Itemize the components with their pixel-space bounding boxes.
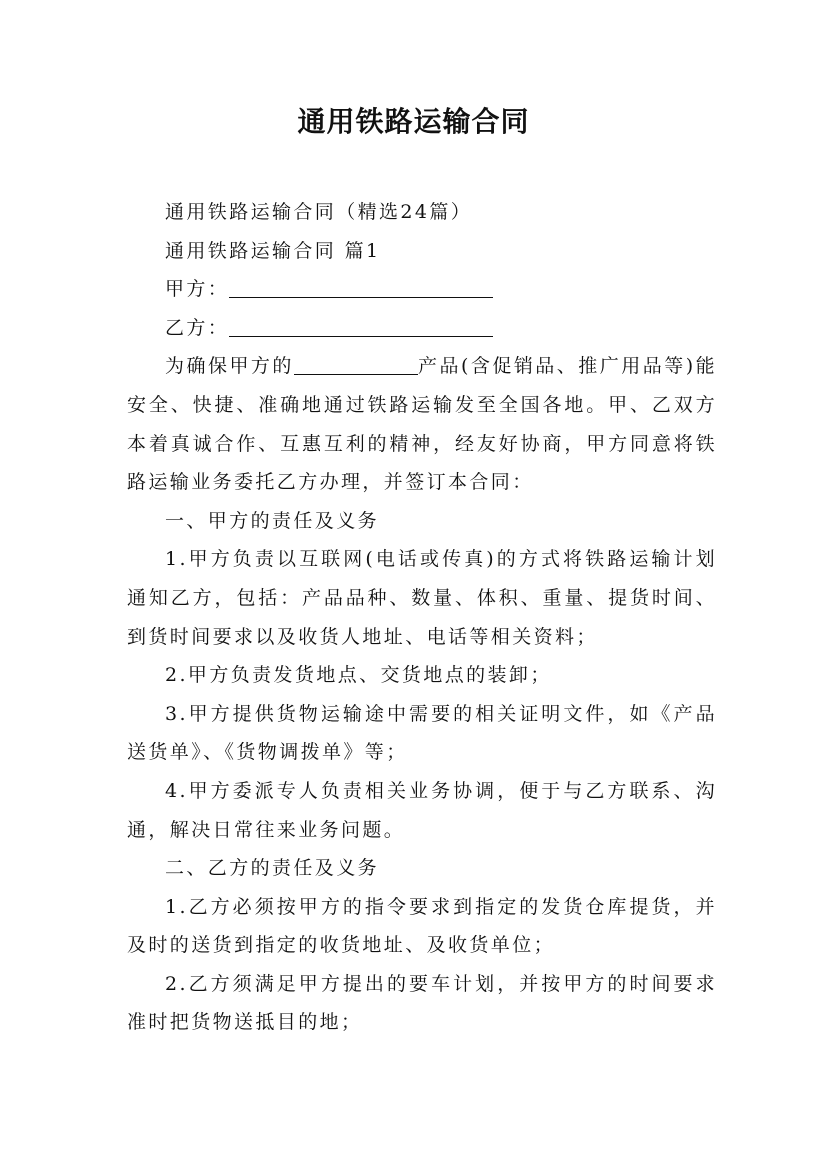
article-heading: 通用铁路运输合同 篇1	[165, 239, 381, 262]
intro-paragraph	[127, 347, 717, 501]
document-body	[127, 193, 717, 1042]
product-blank	[294, 354, 418, 375]
section1-item: 3.甲方提供货物运输途中需要的相关证明文件，如《产品送货单》、《货物调拨单》等；	[127, 702, 717, 764]
intro-before-blank: 为确保甲方的	[165, 355, 294, 378]
party-a-blank	[229, 277, 493, 298]
intro-after-blank: 产品(含促销品、推广用品等)能安全、快捷、准确地通过铁路运输发至全国各地。甲、乙双方本着真诚合作、互惠互利的精神，经友好协商，甲方同意将铁路运输业务委托乙方办理，并签订本合同：	[127, 355, 717, 494]
document-subtitle: 通用铁路运输合同（精选24篇）	[165, 201, 473, 223]
party-b-line	[127, 309, 717, 348]
section2-heading: 二、乙方的责任及义务	[165, 857, 380, 880]
section2-item: 1.乙方必须按甲方的指令要求到指定的发货仓库提货，并及时的送货到指定的收货地址、及收货单位；	[127, 895, 717, 957]
party-b-label: 乙方：	[165, 316, 230, 339]
party-a-line	[127, 270, 717, 309]
section1-item: 1.甲方负责以互联网(电话或传真)的方式将铁路运输计划通知乙方，包括：产品品种、数量、体积、重量、提货时间、到货时间要求以及收货人地址、电话等相关资料；	[127, 548, 717, 648]
section1-heading: 一、甲方的责任及义务	[165, 509, 380, 532]
section1-item: 4.甲方委派专人负责相关业务协调，便于与乙方联系、沟通，解决日常往来业务问题。	[127, 779, 717, 841]
document-title: 通用铁路运输合同	[297, 105, 530, 138]
party-a-label: 甲方：	[165, 278, 230, 301]
party-b-blank	[229, 316, 493, 337]
section1-item: 2.甲方负责发货地点、交货地点的装卸；	[165, 664, 552, 687]
section2-item: 2.乙方须满足甲方提出的要车计划，并按甲方的时间要求准时把货物送抵目的地；	[127, 972, 717, 1034]
